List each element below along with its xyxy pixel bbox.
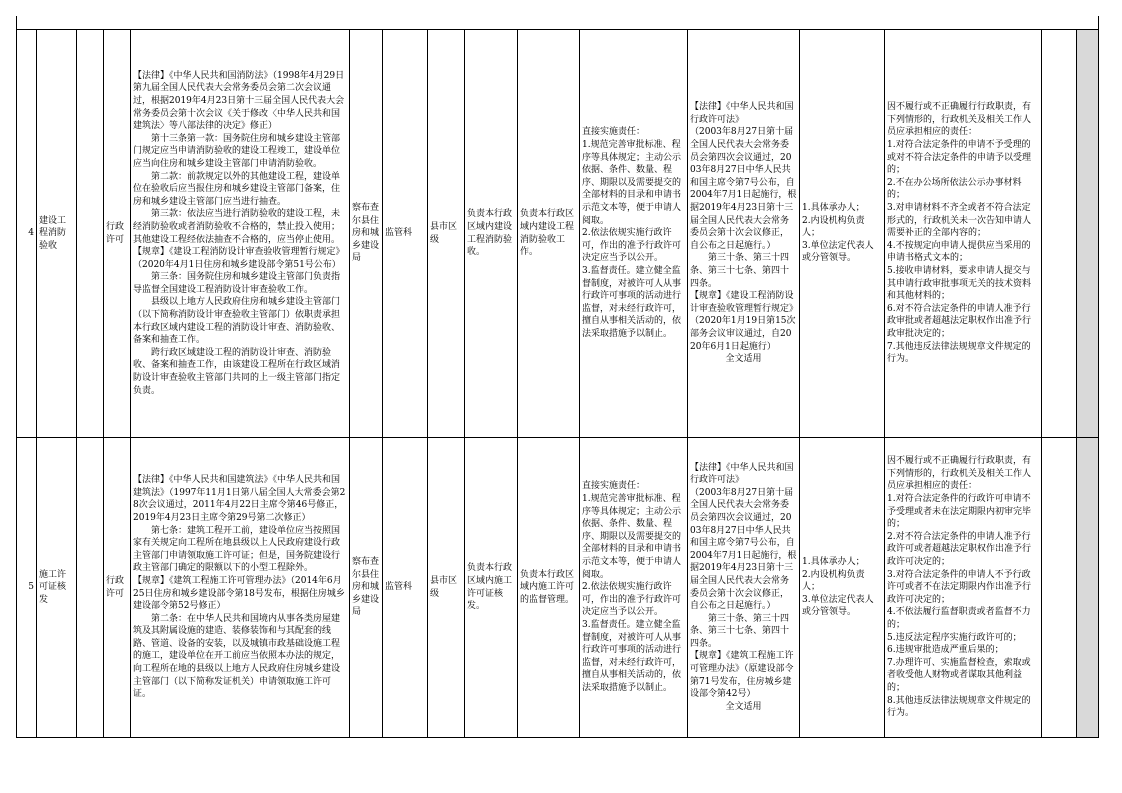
basis-line: 县级以上地方人民政府住房和城乡建设主管部门（以下简称消防设计审查验收主管部门）依职责承担本行政区域内建设工程的消防设计审查、消防验收、备案和抽查工作。 (133, 297, 341, 346)
exercise-level: 县市区级 (428, 30, 465, 438)
liability-line: 因不履行或不正确履行行政职责，有下列情形的，行政机关及相关工作人员应承担相应的责任： (887, 102, 1032, 138)
responsibility-items (580, 438, 688, 738)
duty-line: 1.规范完善审批标准、程序等具体规定；主动公示依据、条件、数量、程序、期限以及需要提交的全部材料的目录和申请书示范文本等，便于申请人阅取。 (582, 140, 682, 226)
liability-line: 3.对符合法定条件的申请人不予行政许可或者不在法定期限内作出准予行政许可决定的； (887, 569, 1032, 605)
liability-line: 7.办理许可、实施监督检查，索取或者收受他人财物或者谋取其他利益的； (887, 657, 1031, 693)
duty-line: 1.规范完善审批标准、程序等具体规定；主动公示依据、条件、数量、程序、期限以及需要提交的全部材料的目录和申请书示范文本等，便于申请人阅取。 (582, 494, 682, 580)
item-name: 建设工程消防验收 (37, 30, 77, 438)
liability-line: 8.其他违反法律法规规章文件规定的行为。 (887, 695, 1031, 719)
legal-basis (131, 438, 350, 738)
supervision-content: 负责本行政区域内建设工程消防验收工作。 (518, 30, 580, 438)
responsibility-items (580, 30, 688, 438)
liability-line: 5.违反法定程序实施行政许可的； (887, 632, 1022, 643)
duty-line: 3.监督责任。建立健全监督制度，对被许可人从事行政许可事项的活动进行监督，对未经行政许可，擅自从事相关活动的，依法采取措施予以制止。 (582, 265, 682, 339)
responsible-department: 监管科 (383, 438, 428, 738)
basis-line: 跨行政区域建设工程的消防设计审查、消防验收、备案和抽查工作，由该建设工程所在行政区域消防设计审查验收主管部门共同的上一级主管部门指定负责。 (133, 347, 341, 396)
duty-line: 3.监督责任。建立健全监督制度，对被许可人从事行政许可事项的活动进行监督，对未经行政许可，擅自从事相关活动的，依法采取措施予以制止。 (582, 619, 682, 693)
duty-line: 2.依法依规实施行政许可，作出的准予行政许可决定应当予以公开。 (582, 582, 682, 618)
duty-basis-line: （2003年8月27日第十届全国人民代表大会常务委员会第四次会议通过，2003年8月27日中华人民共和国主席令第7号公布，自2004年7月1日起施行，根据2019年4月23日第十三届全国人民代表大会常务委员会第十次会议修正，自公布之日起施行。） (690, 127, 797, 251)
implementing-subject: 察布查尔县住房和城乡建设局 (350, 30, 383, 438)
duty-line: 直接实施责任： (582, 127, 646, 138)
liability-line: 6.对不符合法定条件的申请人准予行政审批或者超越法定职权作出准予行政审批决定的； (887, 303, 1032, 339)
basis-line: 【规章】《建筑工程施工许可管理办法》（2014年6月25日住房和城乡建设部令第18号发布，根据住房城乡建设部令第52号修正） (133, 575, 345, 612)
legal-basis (131, 30, 350, 438)
duty-basis-line: 【法律】《中华人民共和国行政许可法》 (690, 462, 794, 486)
table-row (17, 16, 1099, 30)
item-type: 行政许可 (104, 438, 131, 738)
liability-line: 4.不按规定向申请人提供应当采用的申请书格式文本的； (887, 240, 1031, 264)
duty-basis-line: 全文适用 (725, 354, 762, 365)
basis-line: 【规章】《建设工程消防设计审查验收管理暂行规定》（2020年4月1日住房和城乡建设部令第51号公布） (133, 247, 345, 270)
top-spacer (17, 16, 1099, 30)
basis-line: 【法律】《中华人民共和国消防法》（1998年4月29日第九届全国人民代表大会常务委员会第二次会议通过，根据2019年4月23日第十三届全国人民代表大会常务委员会第十次会议《关于修改〈中华人民共和国建筑法〉等八部法律的决定》修正） (133, 70, 345, 132)
empty-cell (1042, 30, 1077, 438)
liability-line: 3.对申请材料不齐全或者不符合法定形式的，行政机关未一次告知申请人需要补正的全部内容的； (887, 203, 1032, 239)
table-row (17, 438, 1099, 738)
table-row (17, 30, 1099, 438)
liability-cases (885, 30, 1042, 438)
item-type: 行政许可 (104, 30, 131, 438)
basis-line: 【法律】《中华人民共和国建筑法》《中华人民共和国建筑法》（1997年11月1日第八届全国人大常委会第28次会议通过，2011年4月22日主席令第46号修正，2019年4月23日主席令第29号第二次修正） (133, 475, 346, 523)
liability-line: 6.违规审批造成严重后果的； (887, 645, 1004, 656)
accountable-persons: 1.具体承办人； 2.内设机构负责人； 3.单位法定代表人或分管领导。 (800, 30, 885, 438)
shaded-cell (1077, 438, 1099, 738)
exercise-level: 县市区级 (428, 438, 465, 738)
shaded-cell (1077, 30, 1099, 438)
duty-basis-line: 第三十条、第三十四条、第三十七条、第四十四条。 (690, 613, 790, 649)
basis-line: 第二条：在中华人民共和国境内从事各类房屋建筑及其附属设施的建造、装修装饰和与其配套的线路、管道、设备的安装，以及城镇市政基础设施工程的施工，建设单位在开工前应当依照本办法的规定，向工程所在地的县级以上地方人民政府住房城乡建设主管部门（以下简称发证机关）申请领取施工许可证。 (133, 613, 341, 700)
row-number: 4 (17, 30, 37, 438)
duty-line: 直接实施责任： (582, 481, 646, 492)
basis-line: 第三款：依法应当进行消防验收的建设工程，未经消防验收或者消防验收不合格的，禁止投入使用；其他建设工程经依法抽查不合格的，应当停止使用。 (133, 209, 341, 245)
basis-line: 第三条：国务院住房和城乡建设主管部门负责指导监督全国建设工程消防设计审查验收工作。 (133, 272, 341, 295)
basis-line: 第十三条第一款：国务院住房和城乡建设主管部门规定应当申请消防验收的建设工程竣工，建设单位应当向住房和城乡建设主管部门申请消防验收。 (133, 133, 341, 169)
duty-basis-line: 【规章】《建设工程消防设计审查验收管理暂行规定》（2020年1月19日第15次部务会议审议通过，自2020年6月1日起施行） (690, 291, 796, 352)
implementing-subject: 察布查尔县住房和城乡建设局 (350, 438, 383, 738)
item-content: 负责本行政区域内施工许可证核发。 (465, 438, 518, 738)
responsibility-basis (688, 30, 800, 438)
liability-line: 1.对符合法定条件的行政许可申请不予受理或者未在法定期限内初审完毕的； (887, 494, 1032, 530)
duty-basis-line: （2003年8月27日第十届全国人民代表大会常务委员会第四次会议通过，2003年8月27日中华人民共和国主席令第7号公布，自2004年7月1日起施行，根据2019年4月23日第十三届全国人民代表大会常务委员会第十次会议修正，自公布之日起施行。） (690, 487, 797, 612)
supervision-content: 负责本行政区域内施工许可的监督管理。 (518, 438, 580, 738)
liability-line: 4.不依法履行监督职责或者监督不力的； (887, 607, 1031, 630)
empty-cell (77, 438, 104, 738)
liability-cases (885, 438, 1042, 738)
liability-line: 2.不在办公场所依法公示办事材料的； (887, 177, 1022, 201)
accountable-persons: 1.具体承办人； 2.内设机构负责人； 3.单位法定代表人或分管领导。 (800, 438, 885, 738)
liability-line: 5.接收申请材料，要求申请人提交与其申请行政审批事项无关的技术资料和其他材料的； (887, 265, 1032, 302)
duty-basis-line: 第三十条、第三十四条、第三十七条、第四十四条。 (690, 253, 790, 289)
row-number: 5 (17, 438, 37, 738)
responsible-department: 监管科 (383, 30, 428, 438)
empty-cell (77, 30, 104, 438)
liability-line: 7.其他违反法律法规规章文件规定的行为。 (887, 341, 1031, 365)
duty-basis-line: 【规章】《建筑工程施工许可管理办法》（原建设部令第71号发布，住房城乡建设部令第42号） (690, 651, 794, 700)
duty-basis-line: 【法律】《中华人民共和国行政许可法》 (690, 102, 794, 125)
basis-line: 第七条：建筑工程开工前，建设单位应当按照国家有关规定向工程所在地县级以上人民政府建设行政主管部门申请领取施工许可证；但是，国务院建设行政主管部门确定的限额以下的小型工程除外。 (133, 525, 341, 574)
duty-basis-line: 全文适用 (725, 701, 762, 712)
item-content: 负责本行政区域内建设工程消防验收。 (465, 30, 518, 438)
duty-line: 2.依法依规实施行政许可，作出的准予行政许可决定应当予以公开。 (582, 228, 682, 264)
item-name: 施工许可证核发 (37, 438, 77, 738)
liability-line: 2.对不符合法定条件的申请人准予行政许可或者超越法定职权作出准予行政许可决定的； (887, 531, 1032, 568)
liability-line: 因不履行或不正确履行行政职责，有下列情形的，行政机关及相关工作人员应承担相应的责任： (887, 456, 1032, 492)
power-list-table (16, 16, 1099, 738)
basis-line: 第二款：前款规定以外的其他建设工程，建设单位在验收后应当报住房和城乡建设主管部门备案，住房和城乡建设主管部门应当进行抽查。 (133, 171, 341, 207)
responsibility-basis (688, 438, 800, 738)
empty-cell (1042, 438, 1077, 738)
liability-line: 1.对符合法定条件的申请不予受理的或对不符合法定条件的申请予以受理的； (887, 140, 1032, 176)
